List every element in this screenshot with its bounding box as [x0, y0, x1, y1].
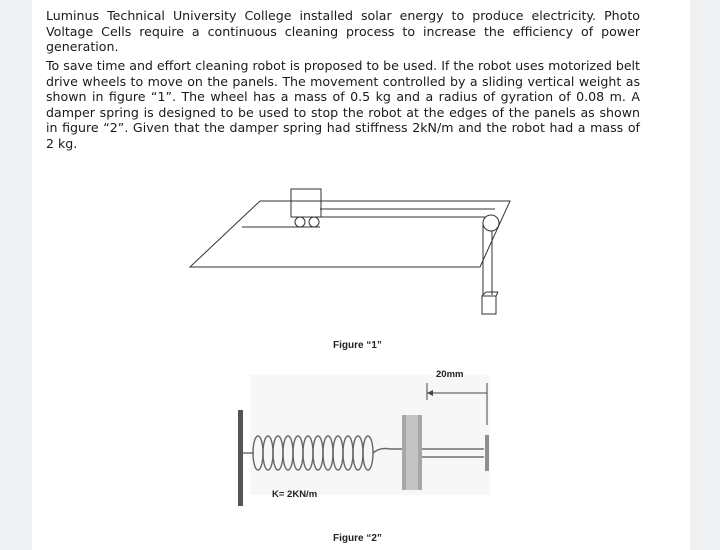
robot-wheel-right: [309, 217, 319, 227]
wall: [238, 410, 243, 506]
figure-2-caption: Figure “2”: [333, 533, 382, 544]
stop-plate: [485, 435, 489, 471]
hanging-weight: [482, 296, 496, 314]
figure-1-panel-robot: [180, 180, 520, 320]
paragraph-problem: To save time and effort cleaning robot is proposed to be used. If the robot uses motorized belt drive wheels to move on the panels. The movement controlled by a sliding vertical weight as shown in figure “1”. The wheel has a mass of 0.5 kg and a radius of gyration of 0.08 m. A damper spring is designed to be used to stop the robot at the edges of the panels as shown in figure “2”. Given that the damper spring had stiffness 2kN/m and the robot had a mass of 2 kg.: [46, 58, 640, 151]
pulley: [483, 215, 499, 231]
paragraph-intro: Luminus Technical University College installed solar energy to produce electricity. Photo Voltage Cells require a continuous cleaning process to increase the efficiency of power generation.: [46, 8, 640, 55]
solar-panel-shape: [190, 201, 510, 267]
robot-wheel-left: [295, 217, 305, 227]
robot-body: [291, 189, 321, 217]
figure-1-caption: Figure “1”: [333, 340, 382, 351]
gap-label: 20mm: [436, 369, 464, 380]
stiffness-label: K= 2KN/m: [272, 489, 318, 500]
